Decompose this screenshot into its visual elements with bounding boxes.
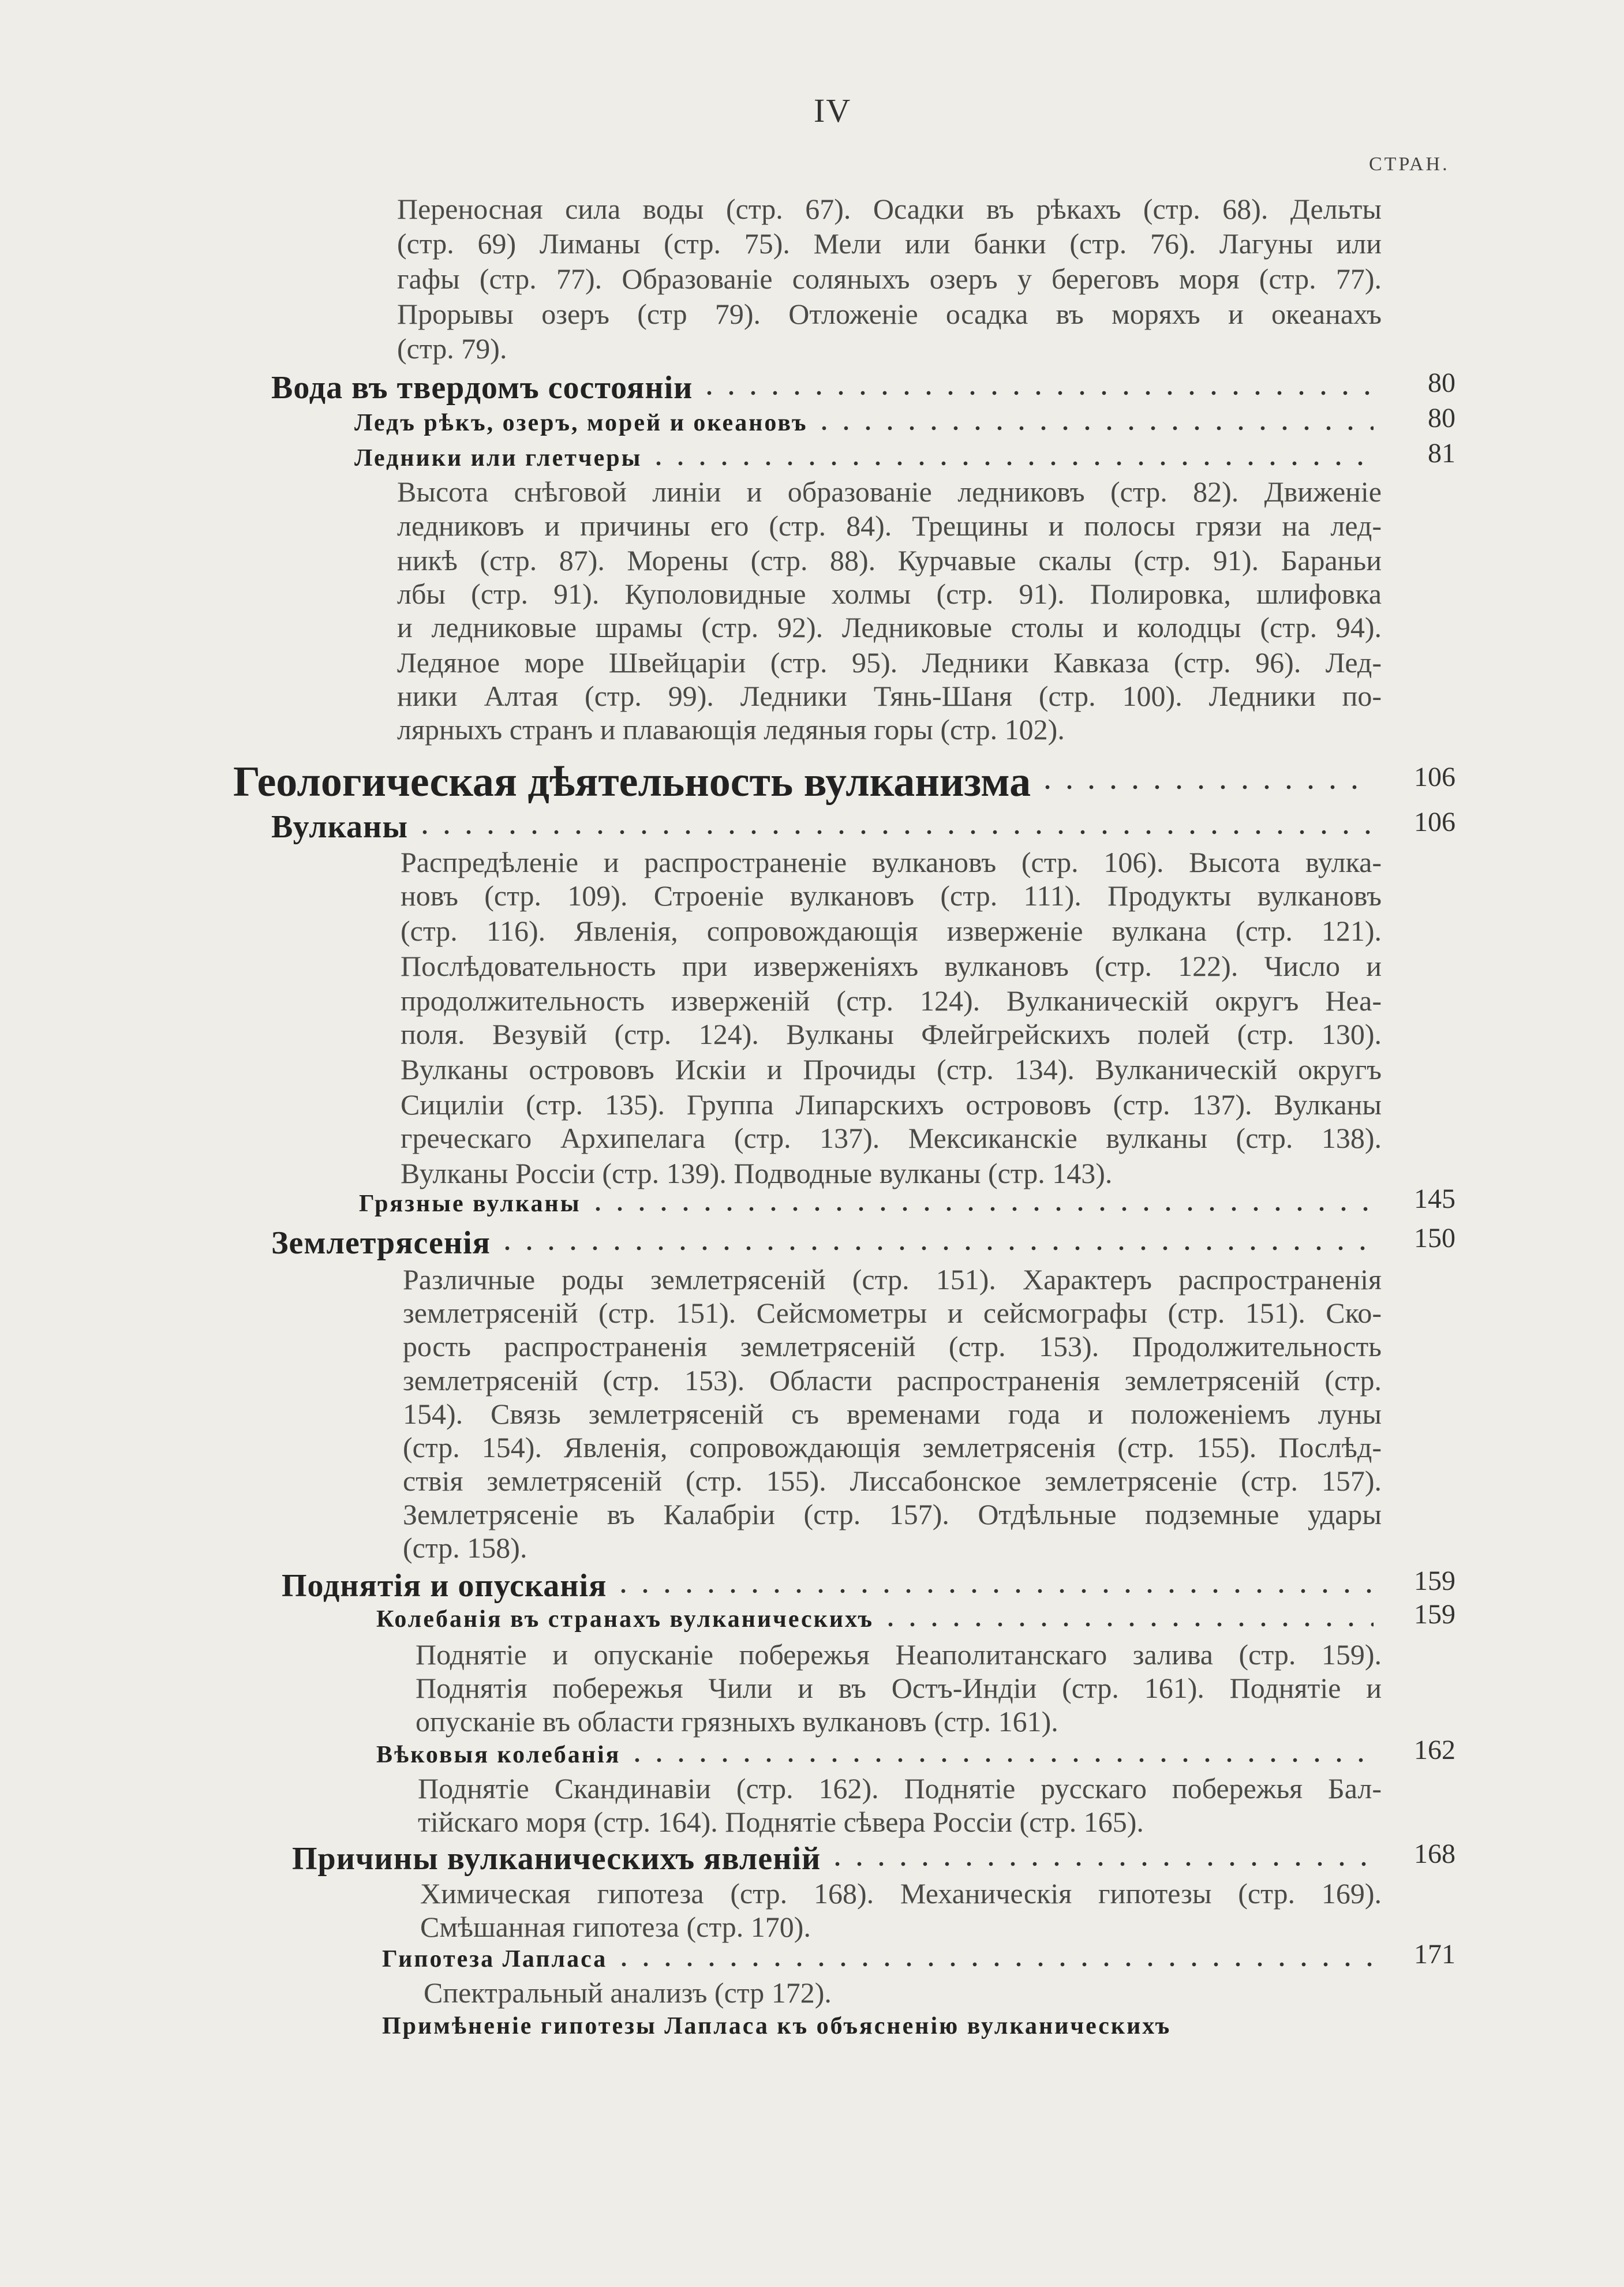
toc-entry[interactable] [376,1601,1374,1638]
toc-entry[interactable] [354,405,1374,441]
toc-description-line: землетрясеній (стр. 153). Области распространенія землетрясеній (стр. [403,1364,1382,1397]
toc-description-line: рость распространенія землетрясеній (стр. 153). Продолжительность [403,1330,1382,1363]
page-column-header: СТРАН. [1369,154,1450,175]
toc-entry-title: Грязные вулканы [359,1191,581,1217]
toc-description-line: Распредѣленіе и распространеніе вулкановъ (стр. 106). Высота вулка- [401,846,1382,878]
toc-page-number: 80 [1428,368,1455,398]
toc-description-line: Вулканы острововъ Искіи и Прочиды (стр. 134). Вулканическій округъ [401,1053,1382,1086]
toc-description-line: землетрясеній (стр. 151). Сейсмометры и сейсмографы (стр. 151). Ско- [403,1297,1382,1329]
toc-description-line: Переносная сила воды (стр. 67). Осадки въ рѣкахъ (стр. 68). Дельты [397,193,1382,225]
toc-page-number: 150 [1414,1223,1455,1253]
toc-description-line: (стр. 69) Лиманы (стр. 75). Мели или банки (стр. 76). Лагуны или [397,227,1382,260]
toc-entry-title: Поднятія и опусканія [282,1568,607,1604]
toc-description-line: (стр. 116). Явленія, сопровождающія изверженіе вулкана (стр. 121). [401,915,1382,947]
dot-leader [612,1587,1374,1595]
toc-entry-title: Причины вулканическихъ явленій [292,1841,821,1877]
toc-description-line: Поднятіе и опусканіе побережья Неаполитанскаго залива (стр. 159). [416,1638,1382,1671]
toc-description-line: Послѣдовательность при изверженіяхъ вулкановъ (стр. 122). Число и [401,950,1382,982]
toc-description-line: ледниковъ и причины его (стр. 84). Трещины и полосы грязи на лед- [397,510,1382,542]
toc-description-line: тійскаго моря (стр. 164). Поднятіе сѣвера Россіи (стр. 165). [418,1806,1144,1838]
dot-leader [698,389,1374,397]
toc-page-number: 81 [1428,438,1455,469]
toc-entry[interactable] [359,1185,1374,1222]
toc-page-number: 106 [1414,762,1455,792]
toc-description-line: Прорывы озеръ (стр 79). Отложеніе осадка въ моряхъ и океанахъ [397,298,1382,330]
toc-entry[interactable] [382,1941,1374,1978]
toc-entry-title: Геологическая дѣятельность вулканизма [233,758,1031,806]
toc-description-line: опусканіе въ области грязныхъ вулкановъ (стр. 161). [416,1705,1058,1738]
toc-description-line: Высота снѣговой линіи и образованіе ледниковъ (стр. 82). Движеніе [397,476,1382,508]
toc-description-line: Ледяное море Швейцаріи (стр. 95). Ледники Кавказа (стр. 96). Лед- [397,646,1382,679]
toc-description-line: Поднятіе Скандинавіи (стр. 162). Поднятіе русскаго побережья Бал- [418,1772,1382,1805]
toc-description-line: продолжительность изверженій (стр. 124). Вулканическій округъ Неа- [401,985,1382,1017]
toc-page-number: 106 [1414,807,1455,837]
toc-entry[interactable] [354,440,1374,477]
toc-entry[interactable] [233,758,1374,806]
toc-entry[interactable] [376,1736,1374,1773]
toc-page-number: 162 [1414,1735,1455,1765]
toc-entry[interactable] [282,1567,1374,1604]
dot-leader [496,1244,1374,1252]
toc-page-number: 159 [1414,1599,1455,1630]
toc-page-number: 168 [1414,1839,1455,1869]
toc-entry-title: Гипотеза Лапласа [382,1946,608,1972]
toc-description-line: (стр. 158). [403,1532,527,1564]
toc-entry[interactable] [271,809,1374,845]
toc-description-line: 154). Связь землетрясеній съ временами года и положеніемъ луны [403,1398,1382,1430]
toc-description-line: Химическая гипотеза (стр. 168). Механическія гипотезы (стр. 169). [420,1877,1382,1910]
toc-entry[interactable] [292,1840,1374,1877]
toc-page-number: 80 [1428,403,1455,433]
toc-description-line: греческаго Архипелага (стр. 137). Мексиканскіе вулканы (стр. 138). [401,1122,1382,1154]
toc-description-line: никѣ (стр. 87). Морены (стр. 88). Курчавые скалы (стр. 91). Бараньи [397,544,1382,577]
toc-entry-title: Землетрясенія [271,1225,491,1261]
toc-entry-title: Примѣненіе гипотезы Лапласа къ объясненію вулканическихъ [382,2013,1172,2039]
toc-description-line: (стр. 79). [397,332,507,365]
toc-page-number: 159 [1414,1566,1455,1596]
toc-description-line: гафы (стр. 77). Образованіе соляныхъ озеръ у береговъ моря (стр. 77). [397,263,1382,295]
toc-entry[interactable] [382,2008,1177,2045]
toc-entry[interactable] [271,1225,1374,1262]
dot-leader [414,828,1374,836]
page-folio: IV [814,92,852,129]
toc-description-line: и ледниковые шрамы (стр. 92). Ледниковые столы и колодцы (стр. 94). [397,611,1382,643]
dot-leader [880,1620,1374,1629]
toc-description-line: ствія землетрясеній (стр. 155). Лиссабонское землетрясеніе (стр. 157). [403,1465,1382,1497]
toc-entry[interactable] [271,369,1374,406]
toc-description-line: Смѣшанная гипотеза (стр. 170). [420,1911,811,1943]
toc-entry-title: Ледъ рѣкъ, озеръ, морей и океановъ [354,410,808,436]
toc-description-line: Различные роды землетрясеній (стр. 151). Характеръ распространенія [403,1263,1382,1296]
toc-page-number: 171 [1414,1939,1455,1970]
toc-page-number: 145 [1414,1184,1455,1214]
toc-description-line: поля. Везувій (стр. 124). Вулканы Флейгрейскихъ полей (стр. 130). [401,1018,1382,1050]
toc-description-line: Поднятія побережья Чили и въ Остъ-Индіи (стр. 161). Поднятіе и [416,1672,1382,1704]
dot-leader [587,1205,1374,1213]
dot-leader [648,459,1374,467]
toc-description-line: Спектральный анализъ (стр 172). [424,1977,832,2009]
dot-leader [613,1960,1374,1968]
toc-entry-title: Вѣковыя колебанія [376,1742,621,1768]
toc-description-line: Землетрясеніе въ Калабріи (стр. 157). Отдѣльные подземные удары [403,1498,1382,1530]
dot-leader [813,424,1374,432]
toc-description-line: лбы (стр. 91). Куполовидные холмы (стр. 91). Полировка, шлифовка [397,578,1382,610]
toc-description-line: (стр. 154). Явленія, сопровождающія землетрясенія (стр. 155). Послѣд- [403,1431,1382,1463]
dot-leader [826,1860,1374,1868]
toc-entry-title: Вулканы [271,809,409,845]
toc-description-line: ники Алтая (стр. 99). Ледники Тянь-Шаня (стр. 100). Ледники по- [397,680,1382,712]
toc-entry-title: Вода въ твердомъ состояніи [271,370,693,406]
dot-leader [626,1756,1374,1764]
toc-description-line: Сициліи (стр. 135). Группа Липарскихъ острововъ (стр. 137). Вулканы [401,1088,1382,1121]
toc-description-line: Вулканы Россіи (стр. 139). Подводные вулканы (стр. 143). [401,1157,1113,1189]
dot-leader [1036,783,1374,791]
toc-description-line: лярныхъ странъ и плавающія ледяныя горы (стр. 102). [397,713,1065,746]
toc-entry-title: Ледники или глетчеры [354,445,642,471]
toc-description-line: новъ (стр. 109). Строеніе вулкановъ (стр. 111). Продукты вулкановъ [401,879,1382,912]
toc-entry-title: Колебанія въ странахъ вулканическихъ [376,1606,874,1633]
